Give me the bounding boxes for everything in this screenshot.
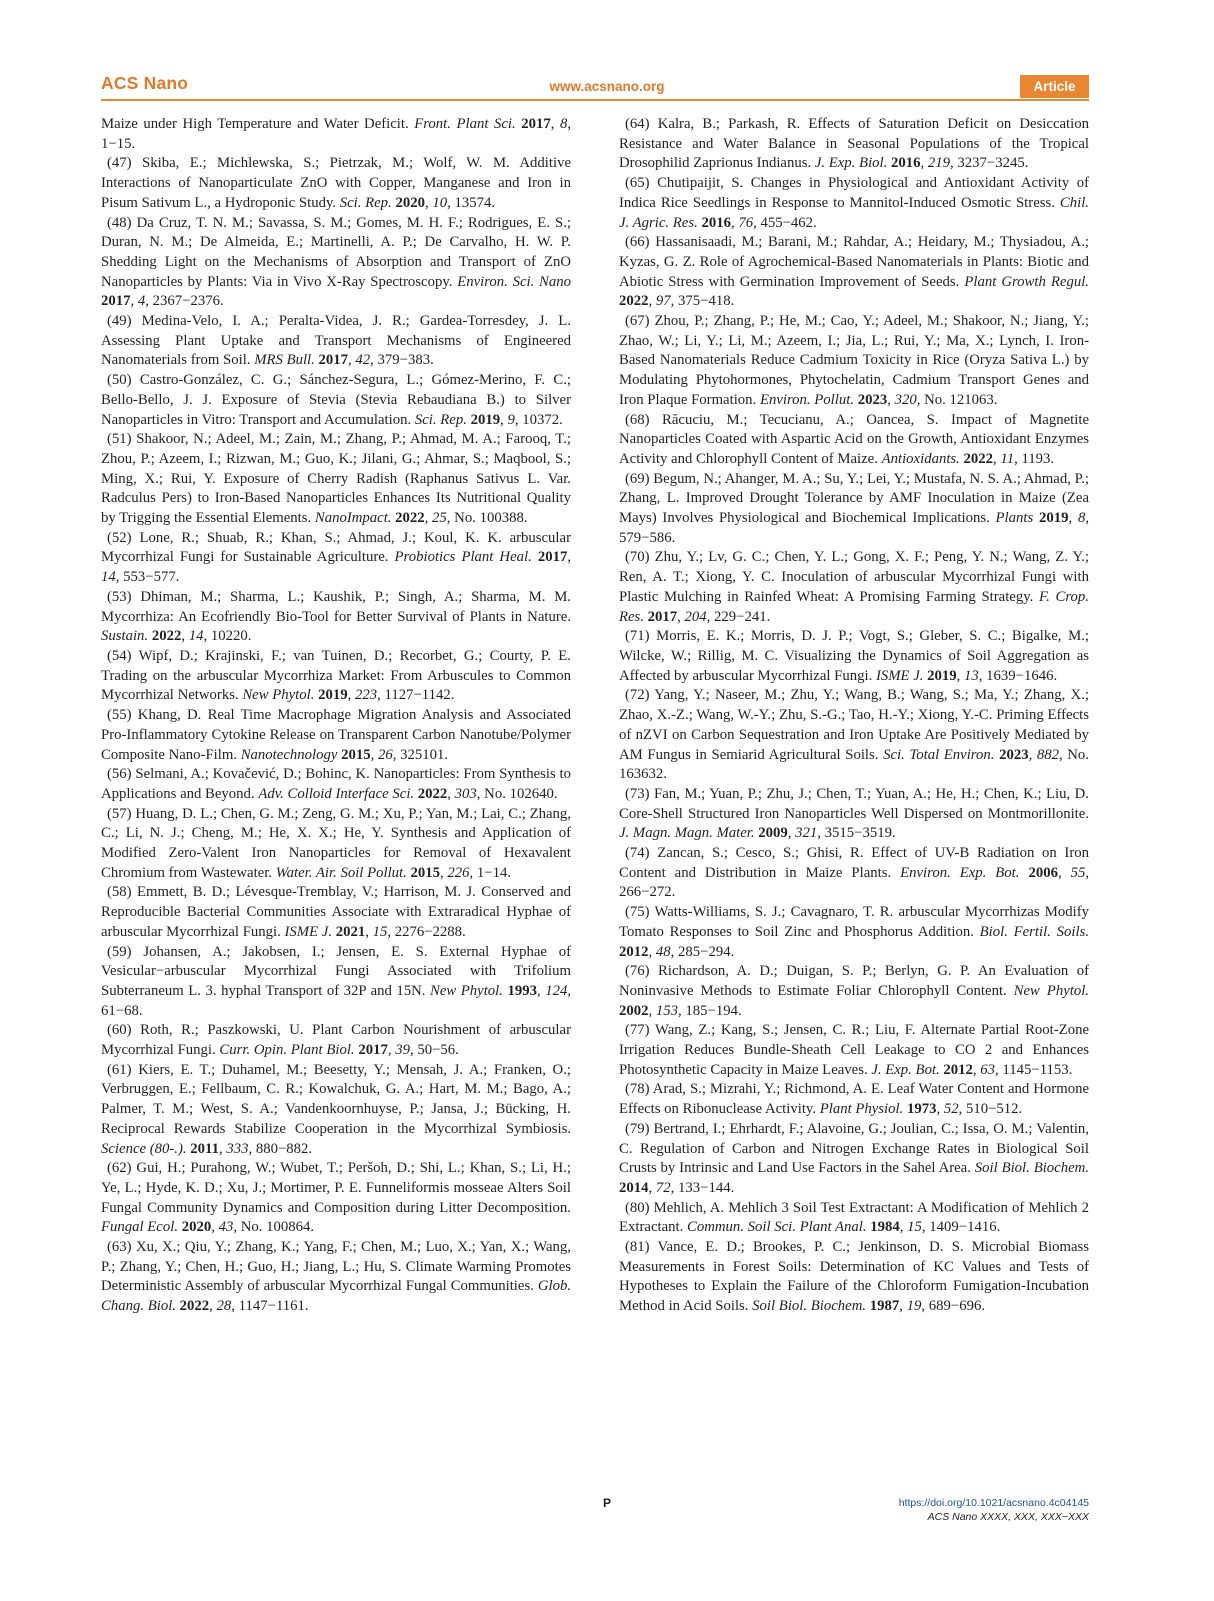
reference-text: (64) Kalra, B.; Parkash, R. Effects of Saturation Deficit on Desiccation Resistance and Water Balance in Seasonal Populations of the Tropical Drosophilid Zaprionus Indianus. [619,116,1089,172]
reference-text: (73) Fan, M.; Yuan, P.; Zhu, J.; Chen, T.; Yuan, A.; He, H.; Chen, K.; Liu, D. Core-Shell Structured Iron Nanoparticles Well Dispersed on Montmorillonite. [619,785,1089,822]
reference-volume: 43 [218,1219,234,1236]
reference-journal: New Phytol. [1013,982,1089,999]
reference-volume: 72 [655,1179,671,1196]
reference-entry: (69) Begum, N.; Ahanger, M. A.; Su, Y.; Lei, Y.; Mustafa, N. S. A.; Ahmad, P.; Zhang, L. Improved Drought Tolerance by AMF Inoculation in Maize (Zea Mays) Involves Physiological and Biochemical Implications. Plants 2019, 8, 579−586. [619,470,1089,546]
reference-volume: 219 [927,155,951,172]
reference-entry: (80) Mehlich, A. Mehlich 3 Soil Test Extractant: A Modification of Mehlich 2 Extractant. Commun. Soil Sci. Plant Anal. 1984, 15, 1409−1416. [619,1199,1089,1236]
reference-pages: 50−56. [417,1042,459,1059]
reference-text: (54) Wipf, D.; Krajinski, F.; van Tuinen, D.; Recorbet, G.; Courty, P. E. Trading on the arbuscular Mycorrhiza Market: From Arbuscules to Common Mycorrhizal Networks. [101,647,571,704]
reference-journal: Environ. Sci. Nano [457,273,571,290]
reference-year: 2002 [619,1002,649,1019]
reference-pages: 2276−2288. [394,923,466,940]
reference-entry: (57) Huang, D. L.; Chen, G. M.; Zeng, G. M.; Xu, P.; Yan, M.; Lai, C.; Zhang, C.; Li, N. J.; Cheng, M.; He, X. X.; He, Y. Synthesis and Application of Modified Zero-Valent Iron Nanoparticles for Removal of Hexavalent Chromium from Wastewater. Water. Air. Soil Pollut. 2015, 226, 1−14. [101,805,571,881]
references-column-right [619,115,1089,1317]
reference-year: 2022 [417,785,448,802]
reference-journal: NanoImpact. [314,510,392,527]
reference-volume: 4 [137,293,146,310]
reference-volume: 55 [1070,864,1086,881]
reference-pages: 61−68. [101,1002,143,1019]
reference-text: (51) Shakoor, N.; Adeel, M.; Zain, M.; Zhang, P.; Ahmad, M. A.; Farooq, T.; Zhou, P.; Azeem, I.; Rizwan, M.; Guo, K.; Jilani, G.; Ahmar, S.; Maqbool, S.; Ming, X.; Rui, Y. Exposure of Cherry Radish (Raphanus Sativus L. Var. Radculus Pers) to Iron-Based Nanoparticles Enhances Its Nutritional Quality by Trigging the Essential Elements. [101,431,571,527]
reference-text: (79) Bertrand, I.; Ehrhardt, F.; Alavoine, G.; Joulian, C.; Issa, O. M.; Valentin, C. Regulation of Carbon and Nitrogen Exchange Rates in Biological Soil Crusts by Intrinsic and Land Use Factors in the Sahel Area. [619,1120,1089,1177]
reference-pages: No. 163632. [619,746,1089,783]
reference-year: 1973 [906,1101,937,1118]
reference-year: 2017 [537,549,568,566]
reference-text: (50) Castro-González, C. G.; Sánchez-Segura, L.; Gómez-Merino, F. C.; Bello-Bello, J. J. Exposure of Stevia (Stevia Rebaudiana B.) to Silver Nanoparticles in Vitro: Transport and Accumulation. [101,372,571,428]
reference-journal: Front. Plant Sci. [414,116,516,132]
reference-volume: 25 [432,510,447,527]
reference-volume: 14 [101,569,116,586]
reference-volume: 63 [980,1061,996,1078]
reference-text: (80) Mehlich, A. Mehlich 3 Soil Test Extractant: A Modification of Mehlich 2 Extractant. [619,1199,1089,1236]
page-number: P [602,1496,611,1510]
reference-year: 2015 [341,746,371,763]
reference-year: 2017 [358,1042,388,1059]
reference-year: 2017 [101,293,131,310]
reference-text: (58) Emmett, B. D.; Lévesque-Tremblay, V.; Harrison, M. J. Conserved and Reproducible Bacterial Communities Associate with Extraradical Hyphae of arbuscular Mycorrhizal Fungi. [101,884,571,940]
reference-journal: Glob. Chang. Biol. [101,1278,571,1315]
reference-pages: 3237−3245. [957,155,1029,172]
reference-volume: 11 [1000,450,1015,467]
reference-volume: 39 [395,1042,410,1059]
reference-year: 2015 [410,864,441,881]
reference-entry: (60) Roth, R.; Paszkowski, U. Plant Carbon Nourishment of arbuscular Mycorrhizal Fungi. Curr. Opin. Plant Biol. 2017, 39, 50−56. [101,1022,571,1059]
reference-text: (72) Yang, Y.; Naseer, M.; Zhu, Y.; Wang, B.; Wang, S.; Ma, Y.; Zhang, X.; Zhao, X.-Z.; Wang, W.-Y.; Zhu, S.-G.; Tao, H.-Y.; Xiong, Y.-C. Priming Effects of nZVI on Carbon Sequestration and Iron Uptake Are Positively Mediated by AM Fungus in Semiarid Agricultural Soils. [619,687,1089,763]
reference-year: 1993 [507,982,537,999]
reference-year: 2020 [395,194,425,211]
reference-volume: 153 [655,1002,678,1019]
reference-entry: (55) Khang, D. Real Time Macrophage Migration Analysis and Associated Pro-Inflammatory Cytokine Release on Transparent Carbon Nanotube/Polymer Composite Nano-Film. Nanotechnology 2015, 26, 325101. [101,707,571,763]
reference-year: 1987 [869,1298,900,1315]
reference-journal: Sustain. [101,628,149,645]
reference-entry: (75) Watts-Williams, S. J.; Cavagnaro, T. R. arbuscular Mycorrhizas Modify Tomato Responses to Soil Zinc and Phosphorus Addition. Biol. Fertil. Soils. 2012, 48, 285−294. [619,904,1090,960]
reference-text: (47) Skiba, E.; Michlewska, S.; Pietrzak, M.; Wolf, W. M. Additive Interactions of Nanoparticulate ZnO with Copper, Manganese and Iron in Pisum Sativum L., a Hydroponic Study. [101,155,571,211]
reference-text: (62) Gui, H.; Purahong, W.; Wubet, T.; Peršoh, D.; Shi, L.; Khan, S.; Li, H.; Ye, L.; Hyde, K. D.; Xu, J.; Mortimer, P. E. Funneliformis mosseae Alters Soil Fungal Community Dynamics and Composition during Litter Decomposition. [101,1160,571,1216]
reference-pages: 133−144. [678,1179,735,1196]
reference-text: (67) Zhou, P.; Zhang, P.; He, M.; Cao, Y.; Adeel, M.; Shakoor, N.; Jiang, Y.; Zhao, W.; Li, Y.; Li, M.; Azeem, I.; Jia, L.; Rui, Y.; Ma, X.; Lynch, I. Iron-Based Nanomaterials Reduce Cadmium Toxicity in Rice (Oryza Sativa L.) by Modulating Phytohormones, Phytochelatin, Cadmium Transport Genes and Iron Plaque Formation. [619,313,1089,408]
reference-journal: Chil. J. Agric. Res. [619,194,1089,231]
reference-volume: 204 [684,608,707,625]
reference-entry: (56) Selmani, A.; Kovačević, D.; Bohinc, K. Nanoparticles: From Synthesis to Applications and Beyond. Adv. Colloid Interface Sci. 2022, 303, No. 102640. [101,766,571,802]
reference-volume: 48 [655,943,671,960]
reference-year: 2019 [318,687,348,704]
reference-journal: Probiotics Plant Heal. [394,549,532,566]
reference-text: (65) Chutipaijit, S. Changes in Physiological and Antioxidant Activity of Indica Rice Seedlings in Response to Mannitol-Induced Osmotic Stress. [619,175,1089,211]
reference-journal: Plants [995,510,1034,527]
reference-text: (78) Arad, S.; Mizrahi, Y.; Richmond, A. E. Leaf Water Content and Hormone Effects on Ribonuclease Activity. [619,1081,1089,1118]
reference-journal: J. Magn. Magn. Mater. [619,825,755,842]
reference-year: 2009 [758,825,788,842]
reference-pages: 1409−1416. [929,1219,1001,1236]
reference-journal: Sci. Total Environ. [883,746,995,763]
reference-volume: 10 [432,194,448,211]
reference-volume: 8 [1077,510,1086,527]
reference-year: 2023 [857,391,888,408]
reference-journal: J. Exp. Bot. [871,1061,940,1078]
reference-year: 2019 [927,667,957,684]
reference-volume: 97 [655,293,671,310]
reference-entry: (62) Gui, H.; Purahong, W.; Wubet, T.; Peršoh, D.; Shi, L.; Khan, S.; Li, H.; Ye, L.; Hyde, K. D.; Xu, J.; Mortimer, P. E. Funneliformis mosseae Alters Soil Fungal Community Dynamics and Composition during Litter Decomposition. Fungal Ecol. 2020, 43, No. 100864. [101,1160,571,1236]
reference-text: (53) Dhiman, M.; Sharma, L.; Kaushik, P.; Singh, A.; Sharma, M. M. Mycorrhiza: An Ecofriendly Bio-Tool for Better Survival of Plants in Nature. [101,588,571,625]
reference-journal: Plant Growth Regul. [964,273,1089,290]
reference-text: (70) Zhu, Y.; Lv, G. C.; Chen, Y. L.; Gong, X. F.; Peng, Y. N.; Wang, Z. Y.; Ren, A. T.; Xiong, Y. C. Inoculation of arbuscular Mycorrhizal Fungi with Plastic Mulching in Rainfed Wheat: A Promising Farming Strategy. [619,549,1089,605]
doi-link[interactable]: https://doi.org/10.1021/acsnano.4c04145 [898,1497,1089,1509]
reference-entry: (77) Wang, Z.; Kang, S.; Jensen, C. R.; Liu, F. Alternate Partial Root-Zone Irrigation Reduces Bundle-Sheath Cell Leakage to CO 2 and Enhances Photosynthetic Capacity in Maize Leaves. J. Exp. Bot. 2012, 63, 1145−1153. [619,1022,1089,1078]
reference-pages: No. 100388. [454,510,528,527]
reference-entry: (47) Skiba, E.; Michlewska, S.; Pietrzak, M.; Wolf, W. M. Additive Interactions of Nanoparticulate ZnO with Copper, Manganese and Iron in Pisum Sativum L., a Hydroponic Study. Sci. Rep. 2020, 10, 13574. [101,155,571,211]
reference-pages: No. 100864. [240,1219,315,1236]
reference-journal: Environ. Pollut. [759,391,855,408]
reference-journal: Biol. Fertil. Soils. [979,923,1090,940]
reference-entry: Maize under High Temperature and Water Deficit. Front. Plant Sci. 2017, 8, 1−15. [101,116,571,152]
reference-entry: (51) Shakoor, N.; Adeel, M.; Zain, M.; Zhang, P.; Ahmad, M. A.; Farooq, T.; Zhou, P.; Azeem, I.; Rizwan, M.; Guo, K.; Jilani, G.; Ahmar, S.; Maqbool, S.; Ming, X.; Rui, Y. Exposure of Cherry Radish (Raphanus Sativus L. Var. Radculus Pers) to Iron-Based Nanoparticles Enhances Its Nutritional Quality by Trigging the Essential Elements. NanoImpact. 2022, 25, No. 100388. [101,431,571,527]
reference-text: (60) Roth, R.; Paszkowski, U. Plant Carbon Nourishment of arbuscular Mycorrhizal Fungi. [101,1022,571,1059]
reference-pages: 325101. [400,746,449,763]
reference-volume: 303 [454,785,477,802]
reference-text: (61) Kiers, E. T.; Duhamel, M.; Beesetty, Y.; Mensah, J. A.; Franken, O.; Verbruggen, E.; Fellbaum, C. R.; Kowalchuk, G. A.; Hart, M. M.; Bago, A.; Palmer, T. M.; West, S. A.; Vandenkoornhuyse, P.; Jansa, J.; Bücking, H. Reciprocal Rewards Stabilize Cooperation in the Mycorrhizal Symbiosis. [101,1061,571,1137]
reference-volume: 321 [795,825,818,842]
reference-text: (56) Selmani, A.; Kovačević, D.; Bohinc, K. Nanoparticles: From Synthesis to Applications and Beyond. [101,766,571,802]
reference-volume: 14 [188,628,204,645]
reference-year: 2022 [619,293,649,310]
reference-entry: (68) Răcuciu, M.; Tecucianu, A.; Oancea, S. Impact of Magnetite Nanoparticles Coated with Aspartic Acid on the Growth, Antioxidant Enzymes Activity and Chlorophyll Content of Maize. Antioxidants. 2022, 11, 1193. [619,411,1089,467]
journal-url-link[interactable]: www.acsnano.org [549,79,665,94]
reference-journal: Commun. Soil Sci. Plant Anal. [686,1219,867,1236]
reference-entry: (65) Chutipaijit, S. Changes in Physiological and Antioxidant Activity of Indica Rice Seedlings in Response to Mannitol-Induced Osmotic Stress. Chil. J. Agric. Res. 2016, 76, 455−462. [619,175,1089,231]
reference-pages: 510−512. [965,1101,1023,1118]
reference-pages: No. 121063. [924,391,998,408]
reference-year: 2022 [179,1298,210,1315]
reference-entry: (64) Kalra, B.; Parkash, R. Effects of Saturation Deficit on Desiccation Resistance and Water Balance in Seasonal Populations of the Tropical Drosophilid Zaprionus Indianus. J. Exp. Biol. 2016, 219, 3237−3245. [619,116,1089,172]
reference-journal: Plant Physiol. [819,1101,904,1118]
reference-journal: Antioxidants. [881,450,960,467]
reference-text: (71) Morris, E. K.; Morris, D. J. P.; Vogt, S.; Gleber, S. C.; Bigalke, M.; Wilcke, W.; Rillig, M. C. Visualizing the Dynamics of Soil Aggregation as Affected by arbuscular Mycorrhizal Fungi. [619,628,1089,684]
reference-pages: 1193. [1021,450,1055,467]
reference-journal: ISME J. [284,923,333,940]
reference-year: 2016 [701,214,731,231]
reference-year: 2012 [943,1061,973,1078]
reference-entry: (54) Wipf, D.; Krajinski, F.; van Tuinen, D.; Recorbet, G.; Courty, P. E. Trading on the arbuscular Mycorrhiza Market: From Arbuscules to Common Mycorrhizal Networks. New Phytol. 2019, 223, 1127−1142. [101,647,571,704]
reference-pages: 10372. [522,411,563,428]
reference-entry: (63) Xu, X.; Qiu, Y.; Zhang, K.; Yang, F.; Chen, M.; Luo, X.; Yan, X.; Wang, P.; Zhang, Y.; Chen, H.; Guo, H.; Jiang, L.; Hu, S. Climate Warming Promotes Deterministic Assembly of arbuscular Mycorrhizal Fungal Communities. Glob. Chang. Biol. 2022, 28, 1147−1161. [101,1239,571,1315]
reference-entry: (76) Richardson, A. D.; Duigan, S. P.; Berlyn, G. P. An Evaluation of Noninvasive Methods to Estimate Foliar Chlorophyll Content. New Phytol. 2002, 153, 185−194. [619,963,1089,1019]
reference-year: 2021 [335,923,366,940]
reference-journal: Adv. Colloid Interface Sci. [258,785,415,802]
header-divider [101,99,1089,101]
reference-text: (76) Richardson, A. D.; Duigan, S. P.; Berlyn, G. P. An Evaluation of Noninvasive Methods to Estimate Foliar Chlorophyll Content. [619,963,1089,999]
reference-pages: 1−15. [101,135,136,152]
reference-entry: (67) Zhou, P.; Zhang, P.; He, M.; Cao, Y.; Adeel, M.; Shakoor, N.; Jiang, Y.; Zhao, W.; Li, Y.; Li, M.; Azeem, I.; Jia, L.; Rui, Y.; Ma, X.; Lynch, I. Iron-Based Nanomaterials Reduce Cadmium Toxicity in Rice (Oryza Sativa L.) by Modulating Phytohormones, Phytochelatin, Cadmium Transport Genes and Iron Plaque Formation. Environ. Pollut. 2023, 320, No. 121063. [619,313,1089,408]
reference-year: 2022 [151,628,182,645]
reference-year: 2023 [999,746,1029,763]
reference-entry: (48) Da Cruz, T. N. M.; Savassa, S. M.; Gomes, M. H. F.; Rodrigues, E. S.; Duran, N. M.; De Almeida, E.; Martinelli, A. P.; De Carvalho, H. W. P. Shedding Light on the Mechanisms of Absorption and Transport of ZnO Nanoparticles by Plants: Via in Vivo X-Ray Spectroscopy. Environ. Sci. Nano 2017, 4, 2367−2376. [101,214,571,310]
reference-volume: 15 [372,923,388,940]
reference-entry: (71) Morris, E. K.; Morris, D. J. P.; Vogt, S.; Gleber, S. C.; Bigalke, M.; Wilcke, W.; Rillig, M. C. Visualizing the Dynamics of Soil Aggregation as Affected by arbuscular Mycorrhizal Fungi. ISME J. 2019, 13, 1639−1646. [619,628,1089,684]
reference-volume: 42 [355,352,371,369]
reference-entry: (58) Emmett, B. D.; Lévesque-Tremblay, V.; Harrison, M. J. Conserved and Reproducible Bacterial Communities Associate with Extraradical Hyphae of arbuscular Mycorrhizal Fungi. ISME J. 2021, 15, 2276−2288. [101,884,571,940]
reference-entry: (79) Bertrand, I.; Ehrhardt, F.; Alavoine, G.; Joulian, C.; Issa, O. M.; Valentin, C. Regulation of Carbon and Nitrogen Exchange Rates in Biological Soil Crusts by Intrinsic and Land Use Factors in the Sahel Area. Soil Biol. Biochem. 2014, 72, 133−144. [619,1120,1089,1196]
reference-entry: (52) Lone, R.; Shuab, R.; Khan, S.; Ahmad, J.; Koul, K. K. arbuscular Mycorrhizal Fungi for Sustainable Agriculture. Probiotics Plant Heal. 2017, 14, 553−577. [101,529,572,586]
reference-pages: 689−696. [928,1298,986,1315]
reference-entry: (66) Hassanisaadi, M.; Barani, M.; Rahdar, A.; Heidary, M.; Thysiadou, A.; Kyzas, G. Z. Role of Agrochemical-Based Nanomaterials in Plants: Biotic and Abiotic Stress with Germination Improvement of Seeds. Plant Growth Regul. 2022, 97, 375−418. [619,234,1089,310]
reference-entry: (73) Fan, M.; Yuan, P.; Zhu, J.; Chen, T.; Yuan, A.; He, H.; Chen, K.; Liu, D. Core-Shell Structured Iron Nanoparticles Well Dispersed on Montmorillonite. J. Magn. Magn. Mater. 2009, 321, 3515−3519. [619,785,1089,842]
reference-volume: 882 [1036,746,1059,763]
reference-text: (69) Begum, N.; Ahanger, M. A.; Su, Y.; Lei, Y.; Mustafa, N. S. A.; Ahmad, P.; Zhang, L. Improved Drought Tolerance by AMF Inoculation in Maize (Zea Mays) Involves Physiological and Biochemical Implications. [619,470,1089,527]
reference-pages: 1−14. [476,864,512,881]
reference-year: 2022 [963,450,994,467]
reference-pages: 10220. [210,628,252,645]
reference-volume: 333 [226,1140,249,1157]
reference-entry: (72) Yang, Y.; Naseer, M.; Zhu, Y.; Wang, B.; Wang, S.; Ma, Y.; Zhang, X.; Zhao, X.-Z.; Wang, W.-Y.; Zhu, S.-G.; Tao, H.-Y.; Xiong, Y.-C. Priming Effects of nZVI on Carbon Sequestration and Iron Uptake Are Positively Mediated by AM Fungus in Semiarid Agricultural Soils. Sci. Total Environ. 2023, 882, No. 163632. [619,687,1089,783]
references-column-left [101,115,571,1317]
reference-year: 1984 [870,1219,900,1236]
reference-entry: (78) Arad, S.; Mizrahi, Y.; Richmond, A. E. Leaf Water Content and Hormone Effects on Ribonuclease Activity. Plant Physiol. 1973, 52, 510−512. [619,1081,1089,1118]
reference-year: 2017 [521,116,551,132]
reference-journal: Environ. Exp. Bot. [900,864,1020,881]
reference-entry: (49) Medina-Velo, I. A.; Peralta-Videa, J. R.; Gardea-Torresdey, J. L. Assessing Plant Uptake and Transport Mechanisms of Engineered Nanomaterials from Soil. MRS Bull. 2017, 42, 379−383. [101,313,571,369]
reference-text: (59) Johansen, A.; Jakobsen, I.; Jensen, E. S. External Hyphae of Vesicular−arbuscular Mycorrhizal Fungi Associated with Trifolium Subterraneum L. 3. hyphal Transport of 32P and 15N. [101,943,571,999]
reference-journal: MRS Bull. [254,352,315,369]
reference-journal: Soil Biol. Biochem. [974,1160,1089,1177]
reference-volume: 320 [894,391,917,408]
reference-volume: 52 [943,1101,959,1118]
reference-text: (57) Huang, D. L.; Chen, G. M.; Zeng, G. M.; Xu, P.; Yan, M.; Lai, C.; Zhang, C.; Li, N. J.; Cheng, M.; He, X. X.; He, Y. Synthesis and Application of Modified Zero-Valent Iron Nanoparticles for Removal of Hexavalent Chromium from Wastewater. [101,805,571,881]
reference-volume: 15 [907,1219,922,1236]
article-type-badge: Article [1020,75,1089,98]
reference-year: 2022 [395,510,425,527]
reference-entry: (53) Dhiman, M.; Sharma, L.; Kaushik, P.; Singh, A.; Sharma, M. M. Mycorrhiza: An Ecofriendly Bio-Tool for Better Survival of Plants in Nature. Sustain. 2022, 14, 10220. [101,588,571,645]
reference-year: 2006 [1028,864,1058,881]
reference-text: (49) Medina-Velo, I. A.; Peralta-Videa, J. R.; Gardea-Torresdey, J. L. Assessing Plant Uptake and Transport Mechanisms of Engineered Nanomaterials from Soil. [101,313,571,369]
reference-text: (48) Da Cruz, T. N. M.; Savassa, S. M.; Gomes, M. H. F.; Rodrigues, E. S.; Duran, N. M.; De Almeida, E.; Martinelli, A. P.; De Carvalho, H. W. P. Shedding Light on the Mechanisms of Absorption and Transport of ZnO Nanoparticles by Plants: Via in Vivo X-Ray Spectroscopy. [101,214,571,290]
reference-entry: (74) Zancan, S.; Cesco, S.; Ghisi, R. Effect of UV-B Radiation on Iron Content and Distribution in Maize Plants. Environ. Exp. Bot. 2006, 55, 266−272. [619,845,1090,901]
reference-journal: New Phytol. [430,982,503,999]
reference-text: (77) Wang, Z.; Kang, S.; Jensen, C. R.; Liu, F. Alternate Partial Root-Zone Irrigation Reduces Bundle-Sheath Cell Leakage to CO 2 and Enhances Photosynthetic Capacity in Maize Leaves. [619,1022,1089,1078]
reference-year: 2012 [619,943,649,960]
reference-year: 2016 [891,155,921,172]
reference-volume: 8 [559,116,568,132]
reference-text: (74) Zancan, S.; Cesco, S.; Ghisi, R. Effect of UV-B Radiation on Iron Content and Distribution in Maize Plants. [619,845,1089,881]
reference-text: (68) Răcuciu, M.; Tecucianu, A.; Oancea, S. Impact of Magnetite Nanoparticles Coated with Aspartic Acid on the Growth, Antioxidant Enzymes Activity and Chlorophyll Content of Maize. [619,411,1089,467]
reference-year: 2017 [318,352,349,369]
reference-pages: 880−882. [255,1140,313,1157]
reference-year: 2011 [190,1140,219,1157]
reference-text: Maize under High Temperature and Water Deficit. [101,116,415,132]
reference-pages: 375−418. [678,293,735,310]
reference-pages: 266−272. [619,884,676,901]
journal-name: ACS Nano [101,73,189,93]
reference-journal: Sci. Rep. [339,194,392,211]
reference-pages: 1145−1153. [1002,1061,1073,1078]
reference-journal: J. Exp. Biol. [814,155,888,172]
reference-volume: 28 [216,1298,232,1315]
reference-entry: (70) Zhu, Y.; Lv, G. C.; Chen, Y. L.; Gong, X. F.; Peng, Y. N.; Wang, Z. Y.; Ren, A. T.; Xiong, Y. C. Inoculation of arbuscular Mycorrhizal Fungi with Plastic Mulching in Rainfed Wheat: A Promising Farming Strategy. F. Crop. Res. 2017, 204, 229−241. [619,549,1089,625]
reference-journal: Science (80-.). [101,1140,187,1157]
reference-year: 2020 [181,1219,212,1236]
reference-text: (66) Hassanisaadi, M.; Barani, M.; Rahdar, A.; Heidary, M.; Thysiadou, A.; Kyzas, G. Z. Role of Agrochemical-Based Nanomaterials in Plants: Biotic and Abiotic Stress with Germination Improvement of Seeds. [619,234,1089,290]
reference-text: (63) Xu, X.; Qiu, Y.; Zhang, K.; Yang, F.; Chen, M.; Luo, X.; Yan, X.; Wang, P.; Zhang, Y.; Chen, H.; Guo, H.; Jiang, L.; Hu, S. Climate Warming Promotes Deterministic Assembly of arbuscular Mycorrhizal Fungal Communities. [101,1239,571,1295]
reference-text: (52) Lone, R.; Shuab, R.; Khan, S.; Ahmad, J.; Koul, K. K. arbuscular Mycorrhizal Fungi for Sustainable Agriculture. [101,529,571,566]
reference-year: 2017 [647,608,678,625]
reference-pages: 579−586. [619,529,676,546]
reference-year: 2019 [470,411,501,428]
reference-pages: 13574. [454,194,495,211]
reference-volume: 124 [545,982,568,999]
reference-pages: 2367−2376. [152,293,224,310]
reference-pages: No. 102640. [484,785,558,802]
reference-pages: 185−194. [685,1002,742,1019]
reference-text: (75) Watts-Williams, S. J.; Cavagnaro, T. R. arbuscular Mycorrhizas Modify Tomato Responses to Soil Zinc and Phosphorus Addition. [619,904,1089,940]
reference-volume: 13 [964,667,979,684]
reference-journal: New Phytol. [242,687,315,704]
reference-year: 2014 [619,1179,649,1196]
reference-entry: (59) Johansen, A.; Jakobsen, I.; Jensen, E. S. External Hyphae of Vesicular−arbuscular Mycorrhizal Fungi Associated with Trifolium Subterraneum L. 3. hyphal Transport of 32P and 15N. New Phytol. 1993, 124, 61−68. [101,943,572,1019]
citation-line: ACS Nano XXXX, XXX, XXX−XXX [927,1511,1089,1523]
reference-pages: 455−462. [760,214,817,231]
reference-pages: 1127−1142. [384,687,455,704]
reference-entry: (61) Kiers, E. T.; Duhamel, M.; Beesetty, Y.; Mensah, J. A.; Franken, O.; Verbruggen, E.; Fellbaum, C. R.; Kowalchuk, G. A.; Hart, M. M.; Bago, A.; Palmer, T. M.; West, S. A.; Vandenkoornhuyse, P.; Jansa, J.; Bücking, H. Reciprocal Rewards Stabilize Cooperation in the Mycorrhizal Symbiosis. Science (80-.). 2011, 333, 880−882. [101,1061,571,1157]
reference-journal: ISME J. [875,667,924,684]
reference-pages: 379−383. [377,352,434,369]
reference-volume: 226 [447,864,470,881]
reference-text: (81) Vance, E. D.; Brookes, P. C.; Jenkinson, D. S. Microbial Biomass Measurements in Forest Soils: Determination of KC Values and Tests of Hypotheses to Explain the Failure of the Chloroform Fumigation-Incubation Method in Acid Soils. [619,1239,1089,1315]
reference-pages: 3515−3519. [824,825,896,842]
reference-pages: 285−294. [678,943,735,960]
reference-pages: 1147−1161. [238,1298,309,1315]
reference-year: 2019 [1039,510,1069,527]
reference-volume: 76 [738,214,754,231]
reference-text: (55) Khang, D. Real Time Macrophage Migration Analysis and Associated Pro-Inflammatory Cytokine Release on Transparent Carbon Nanotube/Polymer Composite Nano-Film. [101,707,571,763]
reference-volume: 19 [906,1298,922,1315]
reference-entry: (50) Castro-González, C. G.; Sánchez-Segura, L.; Gómez-Merino, F. C.; Bello-Bello, J. J. Exposure of Stevia (Stevia Rebaudiana B.) to Silver Nanoparticles in Vitro: Transport and Accumulation. Sci. Rep. 2019, 9, 10372. [101,372,571,428]
reference-journal: Nanotechnology [240,746,338,763]
reference-pages: 229−241. [714,608,771,625]
reference-journal: Fungal Ecol. [101,1219,179,1236]
reference-volume: 9 [507,411,515,428]
reference-journal: Water. Air. Soil Pollut. [275,864,407,881]
reference-entry: (81) Vance, E. D.; Brookes, P. C.; Jenkinson, D. S. Microbial Biomass Measurements in Forest Soils: Determination of KC Values and Tests of Hypotheses to Explain the Failure of the Chloroform Fumigation-Incubation Method in Acid Soils. Soil Biol. Biochem. 1987, 19, 689−696. [619,1239,1089,1315]
reference-pages: 1639−1646. [986,667,1058,684]
reference-journal: Sci. Rep. [414,411,467,428]
reference-volume: 26 [377,746,393,763]
reference-journal: Soil Biol. Biochem. [752,1298,867,1315]
reference-journal: Curr. Opin. Plant Biol. [219,1042,355,1059]
reference-volume: 223 [355,687,378,704]
reference-pages: 553−577. [123,569,180,586]
reference-journal: F. Crop. Res. [619,588,1089,625]
